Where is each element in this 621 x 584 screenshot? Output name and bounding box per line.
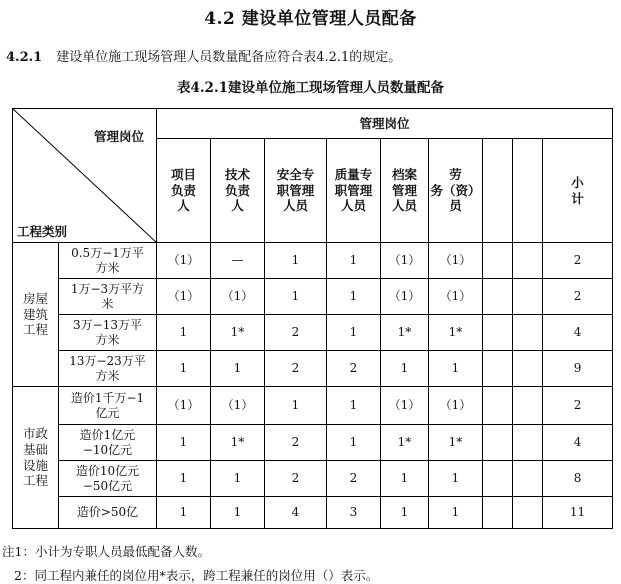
- value-cell: （1）: [381, 243, 429, 279]
- category-name-line: 市政: [22, 426, 48, 442]
- column-header-line: 职管理: [334, 182, 373, 198]
- value-cell: 3: [327, 497, 381, 529]
- scale-line: 3万−13万平: [73, 317, 142, 332]
- column-header-7: [483, 139, 513, 243]
- scale-line: 方米: [95, 260, 120, 275]
- value-cell: （1）: [211, 279, 265, 315]
- column-header-line: 人: [177, 198, 190, 214]
- value-cell: 1: [327, 243, 381, 279]
- column-header-1: [157, 139, 211, 243]
- scale-line: 造价10亿元: [75, 463, 140, 478]
- value-cell: 1: [429, 461, 483, 497]
- value-cell: （1）: [157, 243, 211, 279]
- value-cell: 1: [157, 497, 211, 529]
- clause-4-2-1: [6, 46, 401, 65]
- category-name-line: 工程: [22, 473, 48, 489]
- table-row: [13, 461, 613, 497]
- value-cell: 1*: [381, 315, 429, 351]
- value-cell: 1*: [211, 315, 265, 351]
- value-cell: [483, 497, 513, 529]
- value-cell: 1: [327, 315, 381, 351]
- column-header-line: 务（资）: [430, 182, 481, 198]
- scale-cell: [59, 497, 157, 529]
- note-2: 2：同工程内兼任的岗位用*表示，跨工程兼任的岗位用（）表示。: [14, 568, 379, 583]
- scale-cell: [59, 279, 157, 315]
- table-row: [13, 425, 613, 461]
- subtotal-cell: 2: [543, 279, 613, 315]
- column-header-6: [429, 139, 483, 243]
- value-cell: [513, 243, 543, 279]
- value-cell: 1: [327, 425, 381, 461]
- scale-line: 方米: [95, 368, 120, 383]
- value-cell: （1）: [381, 387, 429, 425]
- value-cell: （1）: [429, 279, 483, 315]
- category-name-line: 基础: [22, 441, 48, 457]
- value-cell: 2: [265, 351, 327, 387]
- subtotal-cell: 4: [543, 425, 613, 461]
- value-cell: 1: [265, 387, 327, 425]
- value-cell: 1: [211, 497, 265, 529]
- scale-cell: [59, 461, 157, 497]
- value-cell: 1: [327, 387, 381, 425]
- value-cell: （1）: [429, 387, 483, 425]
- value-cell: 1: [157, 315, 211, 351]
- value-cell: 1*: [429, 425, 483, 461]
- scale-line: −50亿元: [82, 478, 133, 493]
- value-cell: 1: [265, 279, 327, 315]
- category-name-line: 工程: [22, 322, 48, 338]
- value-cell: 2: [327, 461, 381, 497]
- scale-cell: [59, 387, 157, 425]
- scale-line: −10亿元: [82, 442, 133, 457]
- value-cell: 1: [157, 351, 211, 387]
- value-cell: [513, 351, 543, 387]
- value-cell: 2: [265, 315, 327, 351]
- table-row: [13, 243, 613, 279]
- column-header-9: [543, 139, 613, 243]
- value-cell: 1: [381, 461, 429, 497]
- value-cell: 2: [265, 461, 327, 497]
- category-name-line: 房屋: [22, 291, 48, 307]
- column-header-line: 人员: [340, 198, 366, 214]
- value-cell: 1: [157, 461, 211, 497]
- value-cell: [513, 387, 543, 425]
- column-header-line: 小: [571, 174, 584, 190]
- value-cell: 1: [265, 243, 327, 279]
- scale-line: 亿元: [95, 405, 120, 420]
- column-header-line: 劳: [449, 167, 462, 183]
- scale-line: 1万−3万平方: [70, 281, 145, 296]
- column-header-line: 负责: [224, 182, 250, 198]
- column-header-2: [211, 139, 265, 243]
- value-cell: 1: [327, 279, 381, 315]
- column-header-5: [381, 139, 429, 243]
- column-header-line: 负责: [170, 182, 196, 198]
- scale-cell: [59, 351, 157, 387]
- clause-text: 建设单位施工现场管理人员数量配备应符合表4.2.1的规定。: [56, 50, 402, 65]
- category-cell: [13, 243, 59, 387]
- subtotal-cell: 2: [543, 243, 613, 279]
- scale-line: 米: [101, 296, 114, 311]
- scale-line: 0.5万−1万平: [71, 245, 144, 260]
- scale-cell: [59, 243, 157, 279]
- table-corner-cell: [13, 109, 157, 243]
- column-header-4: [327, 139, 381, 243]
- value-cell: [483, 243, 513, 279]
- value-cell: 1: [211, 351, 265, 387]
- value-cell: （1）: [211, 387, 265, 425]
- value-cell: 1: [157, 425, 211, 461]
- value-cell: [513, 461, 543, 497]
- table-title: 表4.2.1建设单位施工现场管理人员数量配备: [176, 80, 445, 96]
- column-header-line: 管理: [391, 182, 417, 198]
- corner-label-category: 工程类别: [17, 224, 68, 240]
- column-header-line: 安全专: [276, 167, 315, 183]
- value-cell: 1: [211, 461, 265, 497]
- value-cell: 1*: [429, 315, 483, 351]
- value-cell: （1）: [157, 387, 211, 425]
- category-name-line: 建筑: [22, 306, 48, 322]
- column-header-line: 计: [571, 190, 584, 206]
- subtotal-cell: 11: [543, 497, 613, 529]
- value-cell: 2: [265, 425, 327, 461]
- column-header-line: 人员: [282, 198, 308, 214]
- value-cell: [513, 315, 543, 351]
- staffing-table: [12, 108, 613, 529]
- category-cell: [13, 387, 59, 529]
- value-cell: （1）: [429, 243, 483, 279]
- column-header-line: 质量专: [334, 167, 373, 183]
- scale-line: 造价1亿元: [79, 427, 136, 442]
- note-1: 注1：小计为专职人员最低配备人数。: [2, 544, 210, 559]
- value-cell: 1: [429, 351, 483, 387]
- corner-label-post: 管理岗位: [93, 129, 144, 144]
- subtotal-cell: 2: [543, 387, 613, 425]
- page-title: 4.2 建设单位管理人员配备: [204, 9, 417, 29]
- value-cell: （1）: [381, 279, 429, 315]
- table-row: [13, 351, 613, 387]
- column-header-line: 职管理: [276, 182, 315, 198]
- column-header-line: 人: [231, 198, 244, 214]
- value-cell: [513, 425, 543, 461]
- column-header-line: 技术: [224, 167, 250, 183]
- scale-line: 方米: [95, 332, 120, 347]
- table-row: [13, 497, 613, 529]
- value-cell: [513, 497, 543, 529]
- value-cell: 1*: [381, 425, 429, 461]
- table-row: [13, 387, 613, 425]
- value-cell: [483, 387, 513, 425]
- column-header-8: [513, 139, 543, 243]
- subtotal-cell: 9: [543, 351, 613, 387]
- scale-cell: [59, 425, 157, 461]
- value-cell: 4: [265, 497, 327, 529]
- value-cell: [483, 279, 513, 315]
- header-group-posts: 管理岗位: [157, 109, 613, 139]
- column-header-line: 项目: [170, 167, 196, 183]
- value-cell: 1: [429, 497, 483, 529]
- value-cell: 2: [327, 351, 381, 387]
- value-cell: 1*: [211, 425, 265, 461]
- value-cell: 1: [381, 351, 429, 387]
- table-row: [13, 315, 613, 351]
- value-cell: —: [211, 243, 265, 279]
- scale-line: 造价>50亿: [76, 505, 139, 519]
- table-row: [13, 279, 613, 315]
- value-cell: [483, 351, 513, 387]
- subtotal-cell: 8: [543, 461, 613, 497]
- column-header-line: 档案: [391, 167, 417, 183]
- value-cell: [483, 461, 513, 497]
- value-cell: 1: [381, 497, 429, 529]
- column-header-3: [265, 139, 327, 243]
- scale-cell: [59, 315, 157, 351]
- value-cell: [483, 315, 513, 351]
- clause-number: 4.2.1: [6, 50, 43, 65]
- scale-line: 13万−23万平: [69, 353, 146, 368]
- category-name-line: 设施: [22, 457, 48, 473]
- value-cell: [513, 279, 543, 315]
- subtotal-cell: 4: [543, 315, 613, 351]
- column-header-line: 人员: [391, 198, 417, 214]
- value-cell: [483, 425, 513, 461]
- value-cell: （1）: [157, 279, 211, 315]
- scale-line: 造价1千万−1: [70, 390, 145, 405]
- column-header-line: 员: [449, 198, 462, 214]
